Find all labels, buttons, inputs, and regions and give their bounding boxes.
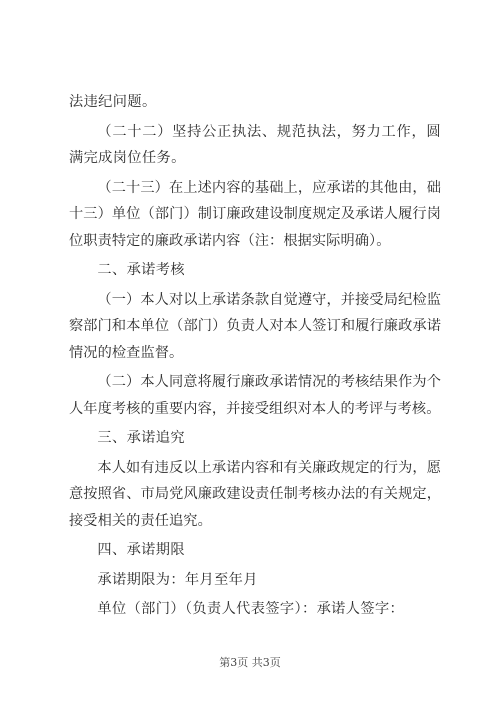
page-number-footer: 第3页 共3页 — [219, 656, 281, 669]
paragraph-item-23: （二十三）在上述内容的基础上，应承诺的其他由，础十三）单位（部门）制订廉政建设制度规定及承诺人履行岗位职责特定的廉政承诺内容（注：根据实际明确）。 — [69, 179, 441, 249]
section-heading-assessment: 二、承诺考核 — [97, 262, 185, 278]
section-heading-term: 四、承诺期限 — [97, 542, 185, 558]
section-heading-accountability: 三、承诺追究 — [97, 430, 185, 446]
paragraph-term: 承诺期限为：年月至年月 — [97, 571, 258, 588]
paragraph-assessment-1: （一）本人对以上承诺条款自觉遵守，并接受局纪检监察部门和本单位（部门）负责人对本人签订和履行廉政承诺情况的检查监督。 — [69, 291, 441, 361]
paragraph-accountability: 本人如有违反以上承诺内容和有关廉政规定的行为，愿意按照省、市局党风廉政建设责任制考核办法的有关规定，接受相关的责任追究。 — [69, 459, 441, 529]
paragraph-continuation: 法违纪问题。 — [69, 94, 157, 110]
paragraph-assessment-2: （二）本人同意将履行廉政承诺情况的考核结果作为个人年度考核的重要内容，并接受组织对本人的考评与考核。 — [69, 374, 441, 417]
paragraph-item-22: （二十二）坚持公正执法、规范执法，努力工作，圆满完成岗位任务。 — [69, 123, 441, 166]
signature-line: 单位（部门）（负责人代表签字）：承诺人签字： — [97, 601, 405, 617]
document-body — [69, 89, 441, 626]
